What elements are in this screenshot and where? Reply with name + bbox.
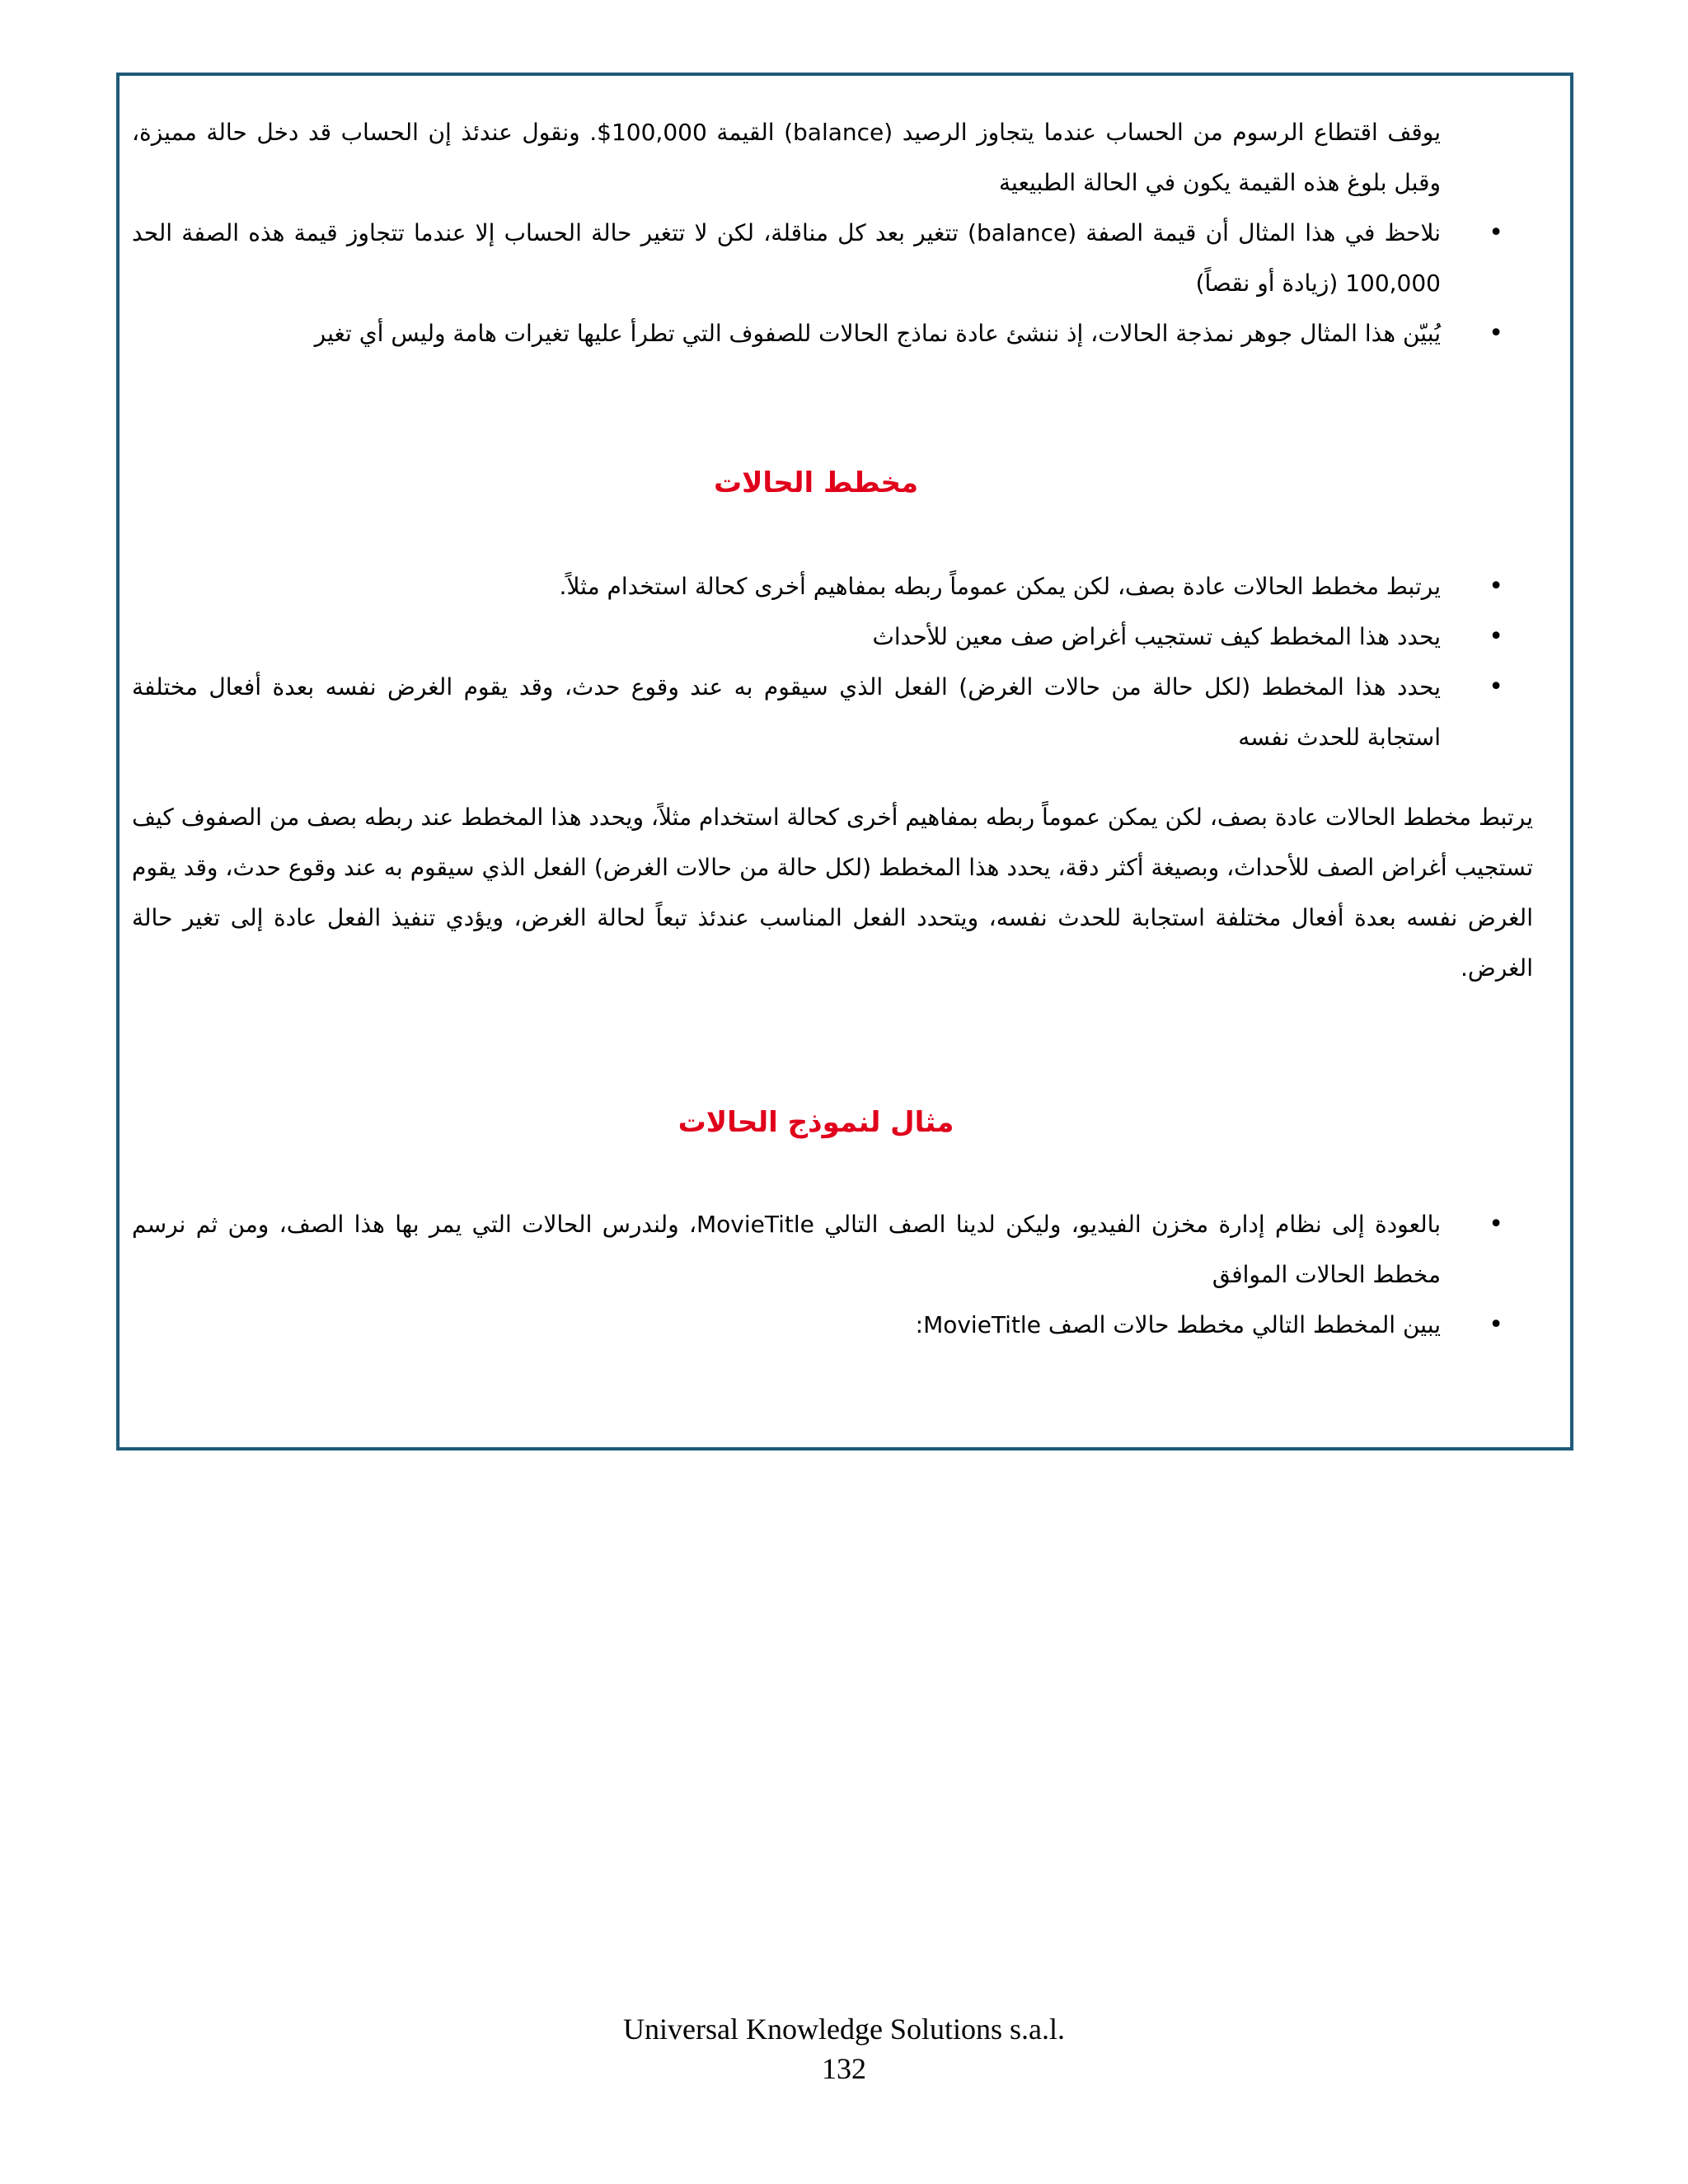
list-item: • بالعودة إلى نظام إدارة مخزن الفيديو، وليكن لدينا الصف التالي MovieTitle، ولندرس الحالات التي يمر بها هذا الصف، ومن ثم نرسم مخطط الحالات الموافق	[132, 1199, 1533, 1300]
section-heading-example: مثال لنموذج الحالات	[678, 1106, 954, 1139]
list-item: • يرتبط مخطط الحالات عادة بصف، لكن يمكن عموماً ربطه بمفاهيم أخرى كحالة استخدام مثلاً.	[132, 561, 1533, 612]
section2-bullet-list	[132, 561, 1533, 762]
list-item: • يُبيّن هذا المثال جوهر نمذجة الحالات، إذ ننشئ عادة نماذج الحالات للصفوف التي تطرأ عليها تغيرات هامة وليس أي تغير	[132, 308, 1533, 359]
state-diagram-paragraph: يرتبط مخطط الحالات عادة بصف، لكن يمكن عموماً ربطه بمفاهيم أخرى كحالة استخدام مثلاً، ويحدد هذا المخطط عند ربطه بصف من الصفوف كيف تستجيب أغراض الصف للأحداث، وبصيغة أكثر دقة، يحدد هذا المخطط (لكل حالة من حالات الغرض) الفعل الذي سيقوم به عند وقوع حدث، وقد يقوم الغرض نفسه بعدة أفعال مختلفة استجابة للحدث نفسه، ويتحدد الفعل المناسب عندئذ تبعاً لحالة الغرض، ويؤدي تنفيذ الفعل عادة إلى تغير حالة الغرض.	[132, 804, 1533, 982]
intro-paragraph: يوقف اقتطاع الرسوم من الحساب عندما يتجاوز الرصيد (balance) القيمة 100,000$. ونقول عندئذ إن الحساب قد دخل حالة مميزة، وقبل بلوغ هذه القيمة يكون في الحالة الطبيعية	[132, 119, 1441, 196]
footer-publisher: Universal Knowledge Solutions s.a.l.	[623, 2013, 1065, 2046]
list-item: • نلاحظ في هذا المثال أن قيمة الصفة (balance) تتغير بعد كل مناقلة، لكن لا تتغير حالة الحساب إلا عندما تتجاوز قيمة هذه الصفة الحد 100,000 (زيادة أو نقصاً)	[132, 208, 1533, 308]
section1-bullet-list	[132, 208, 1533, 359]
list-item: • يحدد هذا المخطط كيف تستجيب أغراض صف معين للأحداث	[132, 612, 1533, 662]
page-body	[132, 107, 1533, 1350]
page-number: 132	[822, 2052, 866, 2085]
list-item: • يبين المخطط التالي مخطط حالات الصف MovieTitle:	[132, 1300, 1533, 1350]
section3-bullet-list	[132, 1199, 1533, 1350]
list-item: • يحدد هذا المخطط (لكل حالة من حالات الغرض) الفعل الذي سيقوم به عند وقوع حدث، وقد يقوم الغرض نفسه بعدة أفعال مختلفة استجابة للحدث نفسه	[132, 662, 1533, 762]
page-footer	[0, 2009, 1688, 2088]
section-heading-state-diagram: مخطط الحالات	[713, 466, 919, 499]
